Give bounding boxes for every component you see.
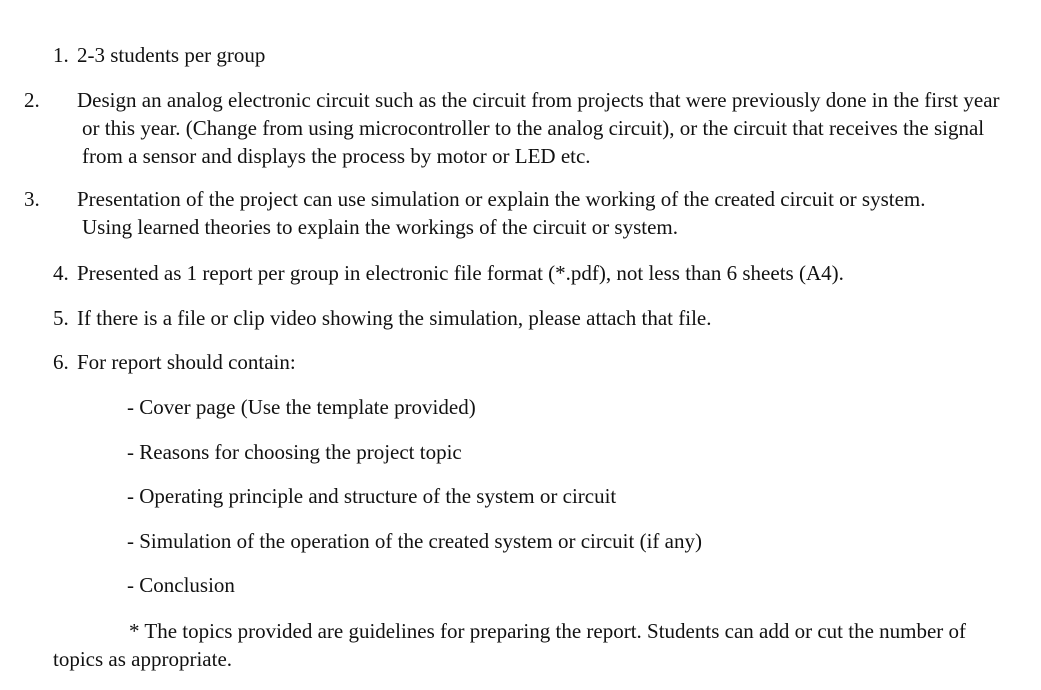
list-number: 6.	[53, 350, 69, 374]
list-item-3	[24, 185, 962, 241]
report-item-operating-principle: - Operating principle and structure of the system or circuit	[127, 484, 617, 508]
list-number: 1.	[53, 43, 69, 67]
report-item-reasons: - Reasons for choosing the project topic	[127, 440, 462, 464]
list-item-2	[24, 86, 1002, 170]
guideline-note: * The topics provided are guidelines for preparing the report. Students can add or cut the number of topics as appropriate.	[53, 619, 967, 671]
list-text: 2-3 students per group	[77, 43, 266, 67]
list-item-6	[53, 348, 1001, 376]
list-text: If there is a file or clip video showing the simulation, please attach that file.	[77, 306, 712, 330]
list-item-4	[53, 259, 1001, 287]
list-number: 3.	[24, 187, 40, 211]
report-item-cover-page: - Cover page (Use the template provided)	[127, 395, 476, 419]
list-text: For report should contain:	[77, 350, 296, 374]
list-item-1	[53, 41, 1001, 69]
list-text: Design an analog electronic circuit such as the circuit from projects that were previously done in the first year or this year. (Change from using microcontroller to the analog circuit), or the circuit that receives the signal from a sensor and displays the process by motor or LED etc.	[77, 88, 1000, 168]
report-item-conclusion: - Conclusion	[127, 573, 235, 597]
list-number: 4.	[53, 261, 69, 285]
list-text: Presented as 1 report per group in electronic file format (*.pdf), not less than 6 sheets (A4).	[77, 261, 844, 285]
report-item-simulation: - Simulation of the operation of the created system or circuit (if any)	[127, 529, 702, 553]
list-number: 2.	[24, 88, 40, 112]
list-item-5	[53, 304, 1001, 332]
list-text: Presentation of the project can use simulation or explain the working of the created circuit or system. Using learned theories to explain the workings of the circuit or system.	[77, 187, 926, 239]
list-number: 5.	[53, 306, 69, 330]
